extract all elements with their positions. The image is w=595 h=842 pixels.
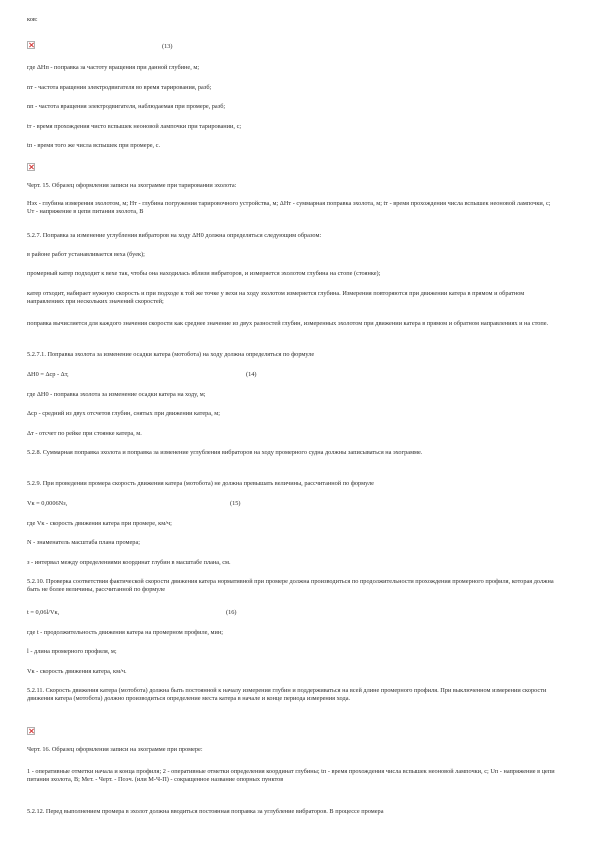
paragraph: 5.2.12. Перед выполнением промера в эхолот должна вводиться постоянная поправка за углубление вибраторов. В процессе промера — [27, 808, 384, 815]
paragraph: 5.2.8. Суммарная поправка эхолота и поправка за изменение углубления вибраторов на ходу промерного судна должны записываться на эхограмме. — [27, 449, 423, 456]
paragraph: 5.2.7. Поправка за изменение углубления вибраторов на ходу ΔH0 должна определяться следующим образом: — [27, 232, 322, 239]
figure-caption: Черт. 15. Образец оформления записи на эхограмме при тарировании эхолота: — [27, 182, 237, 189]
paragraph: где ΔHп - поправка за частоту вращения при данной глубине, м; — [27, 64, 200, 71]
paragraph: з - интервал между определениями координат глубин в масштабе плана, см. — [27, 559, 231, 566]
figure-caption: Черт. 16. Образец оформления записи на эхограмме при промере: — [27, 746, 203, 753]
figure-image-icon — [27, 727, 35, 735]
paragraph: nт - частота вращения электродвигателя во время тарирования, разб; — [27, 84, 212, 91]
equation-number-16: (16) — [226, 609, 237, 616]
paragraph: 1 - оперативные отметки начала и конца профиля; 2 - оперативные отметки определения координат глубины; tп - время прохождения числа вспышек неоновой лампочки, с; Uп - напряжение в цепи питания эхолота, В; Мет. - Черт. - Поэч. (или М-Ч-П) - сокращенное название опорных пунктов — [27, 768, 555, 783]
paragraph: 5.2.7.1. Поправка эхолота за изменение осадки катера (мотобота) на ходу должна определяться по формуле — [27, 351, 315, 358]
paragraph: l - длина промерного профиля, м; — [27, 648, 117, 655]
paragraph: N - знаменатель масштаба плана промера; — [27, 539, 141, 546]
equation-number-13: (13) — [162, 43, 173, 50]
paragraph: nп - частота вращения электродвигателя, наблюдаемая при промере, разб; — [27, 103, 226, 110]
paragraph: где ΔH0 - поправка эхолота за изменение осадки катера на ходу, м; — [27, 391, 206, 398]
paragraph: Δт - отсчет по рейке при стоянке катера, м. — [27, 430, 142, 437]
formula-image-icon — [27, 41, 35, 49]
paragraph: 5.2.9. При проведении промера скорость движения катера (мотобота) не должна превышать величины, рассчитанной по формуле — [27, 480, 374, 487]
paragraph: Δср - средний из двух отсчетов глубин, снятых при движении катера, м; — [27, 410, 220, 417]
equation-16: t = 0,06l/Vк, — [27, 609, 60, 616]
figure-image-icon — [27, 163, 35, 171]
paragraph: поправка вычисляется для каждого значения скорости как среднее значение из двух разностей глубин, измеренных эхолотом при движении катера в прямом и обратном направлениях и на стопе. — [27, 320, 549, 327]
paragraph: tп - время того же числа вспышек при промере, с. — [27, 142, 161, 149]
paragraph: где t - продолжительность движения катера на промерном профиле, мин; — [27, 629, 224, 636]
equation-number-15: (15) — [230, 500, 241, 507]
equation-15: Vк = 0,0006Nз, — [27, 500, 68, 507]
equation-14: ΔH0 = Δср - Δт, — [27, 371, 69, 378]
equation-number-14: (14) — [246, 371, 257, 378]
paragraph: tт - время прохождения чисто вспышек неоновой лампочки при тарировании, с; — [27, 123, 242, 130]
paragraph: катер отходит, набирает нужную скорость и при подходе к той же точке у вехи на ходу эхолотом измеряется глубина. Измерения повторяются при движении катера в прямом и обратном направлениях при нескольких значений скоростей; — [27, 290, 525, 305]
paragraph: 5.2.11. Скорость движения катера (мотобота) должна быть постоянной к началу измерения глубин и поддерживаться на всей длине промерного профиля. При выключенном измерении скорости движения катера (мотобота) должно производиться определение места катера в начале и конце периода измерения хода. — [27, 687, 547, 702]
paragraph: промерный катер подходит к вехе так, чтобы она находилась вблизи вибраторов, и измеряется эхолотом глубина на стопе (стоянке); — [27, 270, 381, 277]
paragraph: в районе работ устанавливается веха (буек); — [27, 251, 145, 258]
paragraph: где Vк - скорость движения катера при промере, км/ч; — [27, 520, 172, 527]
header-text: ков: — [27, 16, 38, 23]
paragraph: 5.2.10. Проверка соответствия фактической скорости движения катера нормативной при промере должна производиться по продолжительности прохождения промерного профиля, которая должна быть не более величины, рассчитанной по формуле — [27, 578, 554, 593]
paragraph: Hэх - глубина измерения эхолотом, м; Hт - глубина погружения тарировочного устройства, м; ΔHт - суммарная поправка эхолота, м; tт - время прохождения числа вспышек неоновой лампочки, с; Uт - напряжение в цепи питания эхолота, В — [27, 200, 551, 215]
paragraph: Vк - скорость движения катера, км/ч. — [27, 668, 127, 675]
